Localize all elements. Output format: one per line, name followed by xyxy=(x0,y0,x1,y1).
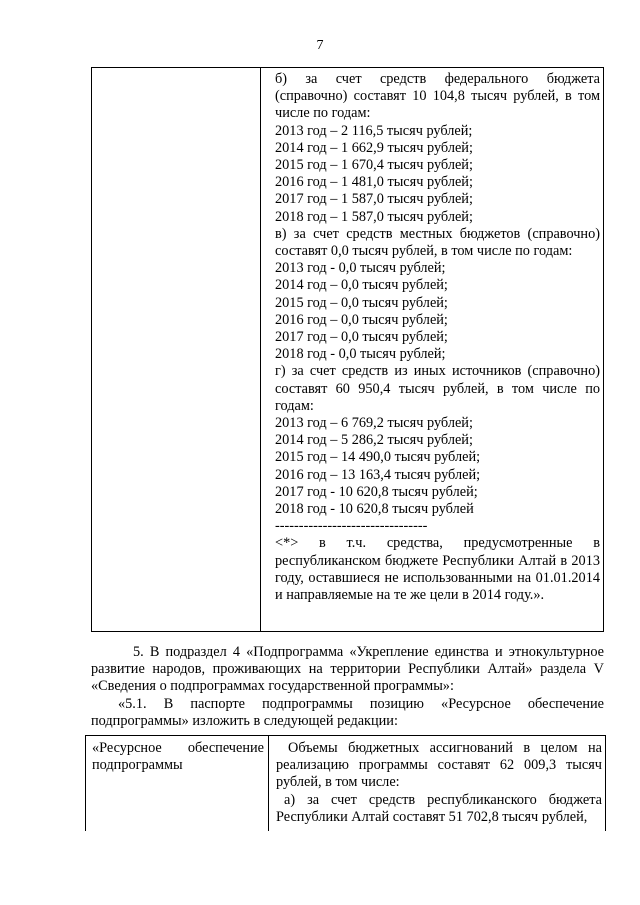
list-item: 2016 год – 0,0 тысяч рублей; xyxy=(275,311,448,328)
paragraph-5-1: «5.1. В паспорте подпрограммы позицию «Ресурсное обеспечение подпрограммы» изложить в следующей редакции: xyxy=(91,696,604,729)
list-item: 2017 год – 1 587,0 тысяч рублей; xyxy=(275,191,473,208)
paragraph-5: 5. В подраздел 4 «Подпрограмма «Укрепление единства и этнокультурное развитие народов, проживающих на территории Республики Алтай» раздела V «Сведения о подпрограммах государственной программы»: xyxy=(91,644,604,694)
list-item: 2015 год – 0,0 тысяч рублей; xyxy=(275,294,448,311)
page-number: 7 xyxy=(316,38,324,53)
local-budget-intro: в) за счет средств местных бюджетов (справочно) составят 0,0 тысяч рублей, в том числе по годам: xyxy=(275,225,600,260)
table-right-cell xyxy=(267,71,600,604)
footnote-separator: -------------------------------- xyxy=(275,518,428,535)
table-right-cell xyxy=(276,740,602,826)
list-item: 2014 год – 0,0 тысяч рублей; xyxy=(275,277,448,294)
list-item: 2014 год – 1 662,9 тысяч рублей; xyxy=(275,139,473,156)
list-item: 2013 год – 2 116,5 тысяч рублей; xyxy=(275,122,473,139)
list-item: 2016 год – 13 163,4 тысяч рублей; xyxy=(275,466,481,483)
table-left-cell-label: «Ресурсное обеспечение подпрограммы xyxy=(86,736,269,831)
other-year-list xyxy=(267,415,600,518)
list-item: 2015 год – 1 670,4 тысяч рублей; xyxy=(275,157,473,174)
federal-budget-intro: б) за счет средств федерального бюджета (справочно) составят 10 104,8 тысяч рублей, в том числе по годам: xyxy=(275,71,600,122)
table-left-cell-empty xyxy=(92,68,261,631)
list-item: 2018 год - 0,0 тысяч рублей; xyxy=(275,346,446,363)
list-item: 2016 год – 1 481,0 тысяч рублей; xyxy=(275,174,473,191)
list-item: 2014 год – 5 286,2 тысяч рублей; xyxy=(275,432,473,449)
list-item: 2018 год – 1 587,0 тысяч рублей; xyxy=(275,208,473,225)
list-item: 2013 год – 6 769,2 тысяч рублей; xyxy=(275,415,473,432)
list-item: 2017 год - 10 620,8 тысяч рублей; xyxy=(275,483,478,500)
list-item: 2017 год – 0,0 тысяч рублей; xyxy=(275,329,448,346)
other-sources-intro: г) за счет средств из иных источников (справочно) составят 60 950,4 тысяч рублей, в том числе по годам: xyxy=(275,363,600,414)
subprogram-resource-table xyxy=(85,735,606,831)
list-item: 2018 год - 10 620,8 тысяч рублей xyxy=(275,501,474,518)
list-item: 2013 год - 0,0 тысяч рублей; xyxy=(275,260,446,277)
local-year-list xyxy=(267,260,600,363)
republic-budget-item: а) за счет средств республиканского бюджета Республики Алтай составят 51 702,8 тысяч рублей, xyxy=(276,791,602,825)
resource-table-continued xyxy=(91,67,604,632)
federal-year-list xyxy=(267,123,600,226)
footnote-text: <*> в т.ч. средства, предусмотренные в республиканском бюджете Республики Алтай в 2013 году, оставшиеся не использованными на 01.01.2014 и направляемые на те же цели в 2014 году.». xyxy=(275,535,600,604)
list-item: 2015 год – 14 490,0 тысяч рублей; xyxy=(275,449,481,466)
budget-total-intro: Объемы бюджетных ассигнований в целом на реализацию программы составят 62 009,3 тысяч рублей, в том числе: xyxy=(276,740,602,791)
